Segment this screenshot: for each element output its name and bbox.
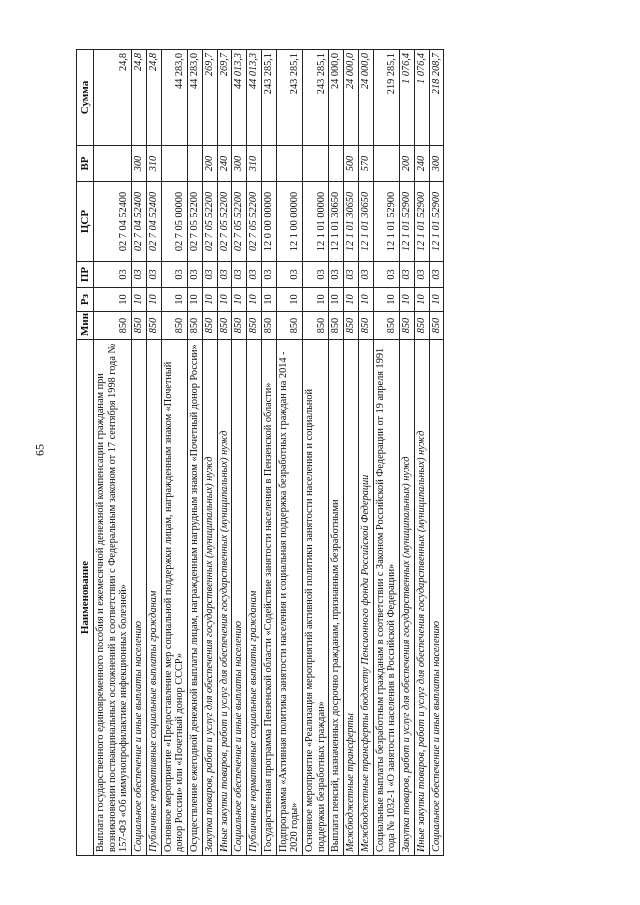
cell-name: Публичные нормативные социальные выплаты гражданам [247, 340, 262, 856]
cell-csr: 12 1 01 30650 [344, 182, 359, 262]
cell-rz: 10 [373, 288, 399, 312]
table-header-row [77, 50, 94, 856]
cell-min: 850 [247, 312, 262, 340]
cell-csr: 12 1 01 00000 [303, 182, 329, 262]
cell-rz: 10 [217, 288, 232, 312]
table-row [329, 50, 344, 856]
table-row [344, 50, 359, 856]
cell-csr: 02 7 05 52200 [217, 182, 232, 262]
header-rz: Рз [77, 288, 94, 312]
cell-pr: 03 [232, 262, 247, 288]
cell-csr: 02 7 05 52200 [188, 182, 203, 262]
cell-sum: 24,8 [132, 50, 147, 146]
table-row [400, 50, 415, 856]
cell-name: Выплата государственного единовременного пособия и ежемесячной денежной компенсации гражданам при возникновении поствакцинальных осложнений в соответствии с Федеральным законом от 17 сентября 1998 года № 157-ФЗ «Об иммунопрофилактике инфекционных болезней» [94, 340, 132, 856]
cell-min: 850 [202, 312, 217, 340]
cell-rz: 10 [303, 288, 329, 312]
cell-name: Иные закупки товаров, работ и услуг для обеспечения государственных (муниципальных) нужд [414, 340, 429, 856]
cell-vr [261, 146, 276, 182]
header-min: Мин [77, 312, 94, 340]
table-row [188, 50, 203, 856]
cell-csr: 02 7 04 52400 [132, 182, 147, 262]
cell-name: Закупка товаров, работ и услуг для обеспечения государственных (муниципальных) нужд [400, 340, 415, 856]
cell-rz: 10 [247, 288, 262, 312]
cell-sum: 44 013,3 [247, 50, 262, 146]
cell-vr: 240 [217, 146, 232, 182]
cell-sum: 1 076,4 [400, 50, 415, 146]
cell-sum: 44 283,0 [188, 50, 203, 146]
cell-csr: 12 1 01 30650 [329, 182, 344, 262]
cell-csr: 12 1 01 30650 [358, 182, 373, 262]
cell-vr [161, 146, 187, 182]
cell-min: 850 [261, 312, 276, 340]
cell-csr: 12 1 01 52900 [429, 182, 444, 262]
cell-pr: 03 [146, 262, 161, 288]
cell-sum: 269,7 [217, 50, 232, 146]
cell-vr: 300 [429, 146, 444, 182]
cell-rz: 10 [161, 288, 187, 312]
cell-name: Публичные нормативные социальные выплаты гражданам [146, 340, 161, 856]
cell-vr: 570 [358, 146, 373, 182]
cell-name: Основное мероприятие «Реализация мероприятий активной политики занятости населения и социальной поддержки безработных граждан» [303, 340, 329, 856]
cell-rz: 10 [94, 288, 132, 312]
cell-pr: 03 [373, 262, 399, 288]
cell-pr: 03 [276, 262, 302, 288]
cell-sum: 243 285,1 [276, 50, 302, 146]
cell-csr: 12 0 00 00000 [261, 182, 276, 262]
table-row [358, 50, 373, 856]
cell-sum: 24 000,0 [329, 50, 344, 146]
cell-csr: 12 1 01 52900 [373, 182, 399, 262]
cell-vr [188, 146, 203, 182]
cell-min: 850 [217, 312, 232, 340]
cell-rz: 10 [188, 288, 203, 312]
budget-table [76, 49, 444, 856]
cell-csr: 12 1 01 52900 [400, 182, 415, 262]
cell-pr: 03 [303, 262, 329, 288]
cell-min: 850 [414, 312, 429, 340]
cell-name: Осуществление ежегодной денежной выплаты лицам, награжденным нагрудным знаком «Почетный донор России» [188, 340, 203, 856]
cell-rz: 10 [276, 288, 302, 312]
cell-rz: 10 [261, 288, 276, 312]
cell-rz: 10 [414, 288, 429, 312]
header-csr: ЦСР [77, 182, 94, 262]
cell-name: Социальные выплаты безработным гражданам в соответствии с Законом Российской Федерации от 19 апреля 1991 года № 1032-1 «О занятости населения в Российской Федерации» [373, 340, 399, 856]
cell-name: Основное мероприятие «Предоставление мер социальной поддержки лицам, награжденным знаком «Почетный донор России» или «Почетный донор СССР» [161, 340, 187, 856]
cell-pr: 03 [261, 262, 276, 288]
cell-min: 850 [400, 312, 415, 340]
cell-min: 850 [429, 312, 444, 340]
cell-vr [373, 146, 399, 182]
cell-pr: 03 [94, 262, 132, 288]
cell-rz: 10 [429, 288, 444, 312]
cell-rz: 10 [232, 288, 247, 312]
page-number: 65 [32, 444, 47, 456]
cell-name: Социальное обеспечение и иные выплаты населению [132, 340, 147, 856]
cell-rz: 10 [132, 288, 147, 312]
cell-pr: 03 [429, 262, 444, 288]
header-name: Наименование [77, 340, 94, 856]
cell-vr: 500 [344, 146, 359, 182]
cell-min: 850 [358, 312, 373, 340]
cell-csr: 02 7 05 52200 [232, 182, 247, 262]
cell-vr: 300 [132, 146, 147, 182]
cell-pr: 03 [329, 262, 344, 288]
cell-min: 850 [373, 312, 399, 340]
cell-vr [329, 146, 344, 182]
cell-sum: 243 285,1 [261, 50, 276, 146]
cell-rz: 10 [329, 288, 344, 312]
cell-pr: 03 [414, 262, 429, 288]
cell-sum: 243 285,1 [303, 50, 329, 146]
cell-csr: 02 7 05 00000 [161, 182, 187, 262]
cell-pr: 03 [161, 262, 187, 288]
table-row [303, 50, 329, 856]
cell-sum: 1 076,4 [414, 50, 429, 146]
cell-csr: 02 7 04 52400 [146, 182, 161, 262]
table-row [261, 50, 276, 856]
cell-name: Государственная программа Пензенской области «Содействие занятости населения в Пензенской области» [261, 340, 276, 856]
cell-sum: 219 285,1 [373, 50, 399, 146]
table-row [373, 50, 399, 856]
table-row [247, 50, 262, 856]
cell-pr: 03 [358, 262, 373, 288]
cell-csr: 02 7 04 52400 [94, 182, 132, 262]
cell-name: Социальное обеспечение и иные выплаты населению [429, 340, 444, 856]
cell-name: Иные закупки товаров, работ и услуг для обеспечения государственных (муниципальных) нужд [217, 340, 232, 856]
cell-vr: 240 [414, 146, 429, 182]
cell-vr: 300 [232, 146, 247, 182]
cell-pr: 03 [202, 262, 217, 288]
table-row [146, 50, 161, 856]
cell-csr: 02 7 05 52200 [247, 182, 262, 262]
cell-vr [303, 146, 329, 182]
cell-min: 850 [132, 312, 147, 340]
cell-min: 850 [94, 312, 132, 340]
cell-sum: 24 000,0 [358, 50, 373, 146]
cell-pr: 03 [344, 262, 359, 288]
cell-vr: 310 [247, 146, 262, 182]
header-vr: ВР [77, 146, 94, 182]
rotated-table-sheet [76, 50, 578, 856]
cell-pr: 03 [132, 262, 147, 288]
table-row [429, 50, 444, 856]
cell-vr [94, 146, 132, 182]
cell-min: 850 [276, 312, 302, 340]
cell-csr: 12 1 01 52900 [414, 182, 429, 262]
cell-csr: 02 7 05 52200 [202, 182, 217, 262]
table-row [202, 50, 217, 856]
cell-csr: 12 1 00 00000 [276, 182, 302, 262]
cell-name: Подпрограмма «Активная политика занятости населения и социальная поддержка безработных граждан на 2014 - 2020 годы» [276, 340, 302, 856]
cell-name: Выплата пенсий, назначенных досрочно гражданам, признанным безработными [329, 340, 344, 856]
table-row [276, 50, 302, 856]
table-row [232, 50, 247, 856]
cell-rz: 10 [400, 288, 415, 312]
cell-rz: 10 [358, 288, 373, 312]
header-sum: Сумма [77, 50, 94, 146]
cell-sum: 218 208,7 [429, 50, 444, 146]
cell-rz: 10 [344, 288, 359, 312]
cell-min: 850 [188, 312, 203, 340]
cell-name: Закупка товаров, работ и услуг для обеспечения государственных (муниципальных) нужд [202, 340, 217, 856]
cell-pr: 03 [217, 262, 232, 288]
cell-min: 850 [146, 312, 161, 340]
table-row [217, 50, 232, 856]
cell-rz: 10 [202, 288, 217, 312]
cell-vr: 310 [146, 146, 161, 182]
cell-vr [276, 146, 302, 182]
table-row [132, 50, 147, 856]
cell-sum: 269,7 [202, 50, 217, 146]
cell-min: 850 [344, 312, 359, 340]
cell-sum: 44 283,0 [161, 50, 187, 146]
cell-min: 850 [232, 312, 247, 340]
header-pr: ПР [77, 262, 94, 288]
cell-pr: 03 [188, 262, 203, 288]
cell-sum: 24 000,0 [344, 50, 359, 146]
table-row [161, 50, 187, 856]
table-row [94, 50, 132, 856]
cell-min: 850 [303, 312, 329, 340]
cell-vr: 200 [400, 146, 415, 182]
cell-name: Межбюджетные трансферты бюджету Пенсионного фонда Российской Федерации [358, 340, 373, 856]
table-row [414, 50, 429, 856]
cell-vr: 200 [202, 146, 217, 182]
cell-pr: 03 [247, 262, 262, 288]
cell-name: Межбюджетные трансферты [344, 340, 359, 856]
cell-rz: 10 [146, 288, 161, 312]
cell-sum: 44 013,3 [232, 50, 247, 146]
cell-min: 850 [161, 312, 187, 340]
cell-name: Социальное обеспечение и иные выплаты населению [232, 340, 247, 856]
cell-sum: 24,8 [94, 50, 132, 146]
cell-pr: 03 [400, 262, 415, 288]
cell-sum: 24,8 [146, 50, 161, 146]
cell-min: 850 [329, 312, 344, 340]
